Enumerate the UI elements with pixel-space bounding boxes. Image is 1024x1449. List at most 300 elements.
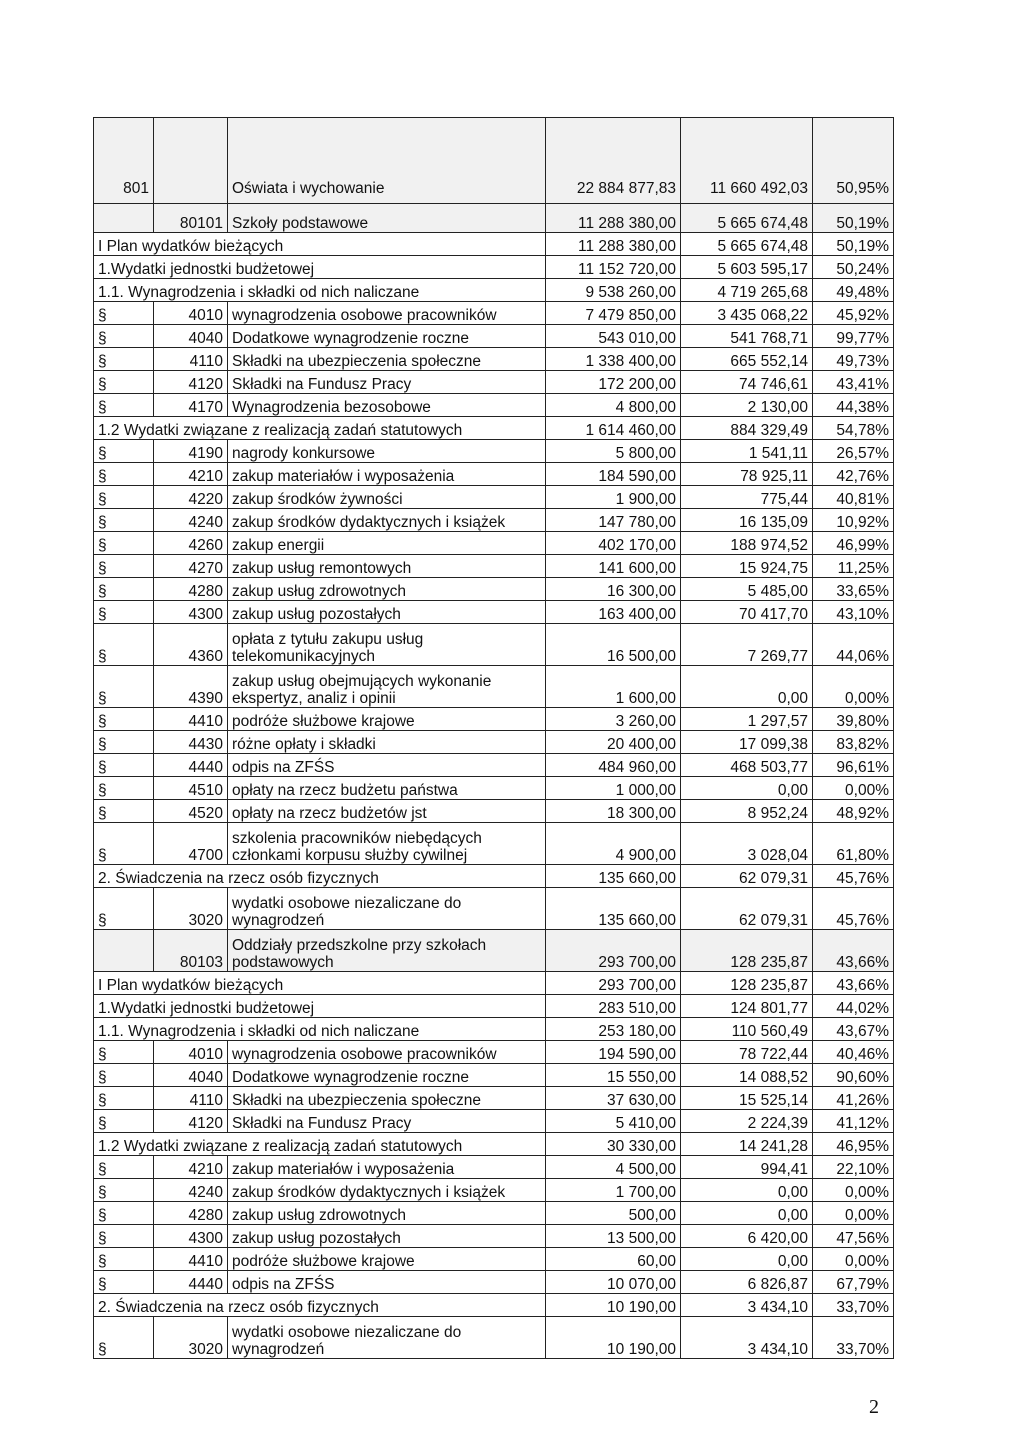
paragraph-symbol: § <box>94 1225 154 1248</box>
planned-amount: 402 170,00 <box>546 532 681 555</box>
classification-code: 4190 <box>154 440 228 463</box>
executed-amount: 775,44 <box>681 486 813 509</box>
table-row <box>94 800 894 823</box>
planned-amount: 500,00 <box>546 1202 681 1225</box>
table-row <box>94 463 894 486</box>
executed-amount: 2 130,00 <box>681 394 813 417</box>
table-row <box>94 394 894 417</box>
item-name: nagrody konkursowe <box>228 440 546 463</box>
planned-amount: 11 152 720,00 <box>546 256 681 279</box>
table-row <box>94 578 894 601</box>
table-row <box>94 972 894 995</box>
execution-percent: 43,66% <box>813 972 894 995</box>
item-name: Oddziały przedszkolne przy szkołach podstawowych <box>228 930 546 972</box>
classification-code: 4390 <box>154 666 228 708</box>
execution-percent: 61,80% <box>813 823 894 865</box>
executed-amount: 994,41 <box>681 1156 813 1179</box>
executed-amount: 884 329,49 <box>681 417 813 440</box>
executed-amount: 6 826,87 <box>681 1271 813 1294</box>
item-name: Dodatkowe wynagrodzenie roczne <box>228 325 546 348</box>
planned-amount: 60,00 <box>546 1248 681 1271</box>
execution-percent: 46,95% <box>813 1133 894 1156</box>
paragraph-symbol: § <box>94 1179 154 1202</box>
item-name: podróże służbowe krajowe <box>228 1248 546 1271</box>
classification-code: 4280 <box>154 1202 228 1225</box>
planned-amount: 1 000,00 <box>546 777 681 800</box>
item-name: zakup usług zdrowotnych <box>228 1202 546 1225</box>
classification-code: 4700 <box>154 823 228 865</box>
table-row <box>94 348 894 371</box>
executed-amount: 541 768,71 <box>681 325 813 348</box>
planned-amount: 4 800,00 <box>546 394 681 417</box>
executed-amount: 78 925,11 <box>681 463 813 486</box>
execution-percent: 83,82% <box>813 731 894 754</box>
executed-amount: 3 028,04 <box>681 823 813 865</box>
paragraph-symbol: § <box>94 302 154 325</box>
planned-amount: 543 010,00 <box>546 325 681 348</box>
classification-code: 4210 <box>154 1156 228 1179</box>
paragraph-symbol: § <box>94 754 154 777</box>
row-label: 1.2 Wydatki związane z realizacją zadań statutowych <box>94 417 546 440</box>
item-name: zakup usług pozostałych <box>228 1225 546 1248</box>
table-row <box>94 1133 894 1156</box>
planned-amount: 135 660,00 <box>546 888 681 930</box>
item-name: Dodatkowe wynagrodzenie roczne <box>228 1064 546 1087</box>
table-row <box>94 601 894 624</box>
execution-percent: 43,41% <box>813 371 894 394</box>
item-name: wydatki osobowe niezaliczane do wynagrodzeń <box>228 1317 546 1359</box>
planned-amount: 484 960,00 <box>546 754 681 777</box>
paragraph-symbol: § <box>94 888 154 930</box>
paragraph-symbol: § <box>94 1248 154 1271</box>
classification-code: 4520 <box>154 800 228 823</box>
planned-amount: 30 330,00 <box>546 1133 681 1156</box>
classification-code: 4410 <box>154 1248 228 1271</box>
row-label: 1.1. Wynagrodzenia i składki od nich naliczane <box>94 1018 546 1041</box>
executed-amount: 70 417,70 <box>681 601 813 624</box>
table-row <box>94 371 894 394</box>
item-name: Składki na ubezpieczenia społeczne <box>228 1087 546 1110</box>
executed-amount: 8 952,24 <box>681 800 813 823</box>
execution-percent: 43,67% <box>813 1018 894 1041</box>
executed-amount: 124 801,77 <box>681 995 813 1018</box>
classification-code: 4260 <box>154 532 228 555</box>
paragraph-symbol: § <box>94 823 154 865</box>
page-number: 2 <box>869 1396 879 1418</box>
item-name: zakup środków dydaktycznych i książek <box>228 1179 546 1202</box>
budget-table-body <box>94 118 894 1359</box>
paragraph-symbol: § <box>94 624 154 666</box>
execution-percent: 39,80% <box>813 708 894 731</box>
item-name: opłata z tytułu zakupu usług telekomunikacyjnych <box>228 624 546 666</box>
executed-amount: 5 603 595,17 <box>681 256 813 279</box>
execution-percent: 41,26% <box>813 1087 894 1110</box>
table-row <box>94 995 894 1018</box>
table-row <box>94 1294 894 1317</box>
planned-amount: 3 260,00 <box>546 708 681 731</box>
table-row <box>94 302 894 325</box>
planned-amount: 9 538 260,00 <box>546 279 681 302</box>
execution-percent: 45,76% <box>813 888 894 930</box>
planned-amount: 147 780,00 <box>546 509 681 532</box>
executed-amount: 5 665 674,48 <box>681 204 813 233</box>
paragraph-symbol: § <box>94 440 154 463</box>
row-label: I Plan wydatków bieżących <box>94 972 546 995</box>
planned-amount: 10 190,00 <box>546 1294 681 1317</box>
executed-amount: 188 974,52 <box>681 532 813 555</box>
table-row <box>94 1271 894 1294</box>
execution-percent: 46,99% <box>813 532 894 555</box>
classification-code: 4240 <box>154 1179 228 1202</box>
executed-amount: 468 503,77 <box>681 754 813 777</box>
item-name: zakup środków dydaktycznych i książek <box>228 509 546 532</box>
paragraph-symbol <box>94 204 154 233</box>
paragraph-symbol: § <box>94 777 154 800</box>
execution-percent: 43,10% <box>813 601 894 624</box>
paragraph-symbol: § <box>94 509 154 532</box>
paragraph-symbol: § <box>94 1064 154 1087</box>
executed-amount: 17 099,38 <box>681 731 813 754</box>
item-name: opłaty na rzecz budżetu państwa <box>228 777 546 800</box>
execution-percent: 43,66% <box>813 930 894 972</box>
executed-amount: 62 079,31 <box>681 865 813 888</box>
table-row <box>94 486 894 509</box>
planned-amount: 293 700,00 <box>546 930 681 972</box>
classification-code: 4510 <box>154 777 228 800</box>
table-row <box>94 509 894 532</box>
paragraph-symbol: § <box>94 371 154 394</box>
item-name: odpis na ZFŚS <box>228 1271 546 1294</box>
planned-amount: 16 300,00 <box>546 578 681 601</box>
item-name: różne opłaty i składki <box>228 731 546 754</box>
execution-percent: 41,12% <box>813 1110 894 1133</box>
classification-code: 4440 <box>154 1271 228 1294</box>
executed-amount: 0,00 <box>681 666 813 708</box>
classification-code: 4360 <box>154 624 228 666</box>
classification-code: 4280 <box>154 578 228 601</box>
table-row <box>94 666 894 708</box>
execution-percent: 33,70% <box>813 1317 894 1359</box>
planned-amount: 37 630,00 <box>546 1087 681 1110</box>
classification-code: 4300 <box>154 601 228 624</box>
planned-amount: 184 590,00 <box>546 463 681 486</box>
paragraph-symbol: § <box>94 348 154 371</box>
classification-code: 4170 <box>154 394 228 417</box>
classification-code: 4010 <box>154 1041 228 1064</box>
table-row <box>94 1064 894 1087</box>
classification-code: 4110 <box>154 1087 228 1110</box>
paragraph-symbol: § <box>94 800 154 823</box>
execution-percent: 45,76% <box>813 865 894 888</box>
executed-amount: 0,00 <box>681 777 813 800</box>
planned-amount: 194 590,00 <box>546 1041 681 1064</box>
execution-percent: 33,70% <box>813 1294 894 1317</box>
table-row <box>94 930 894 972</box>
item-name: wydatki osobowe niezaliczane do wynagrodzeń <box>228 888 546 930</box>
planned-amount: 15 550,00 <box>546 1064 681 1087</box>
executed-amount: 3 435 068,22 <box>681 302 813 325</box>
paragraph-symbol: § <box>94 325 154 348</box>
execution-percent: 49,73% <box>813 348 894 371</box>
classification-code: 4040 <box>154 325 228 348</box>
execution-percent: 40,46% <box>813 1041 894 1064</box>
row-label: 2. Świadczenia na rzecz osób fizycznych <box>94 1294 546 1317</box>
classification-code: 4270 <box>154 555 228 578</box>
row-label: 1.2 Wydatki związane z realizacją zadań statutowych <box>94 1133 546 1156</box>
executed-amount: 16 135,09 <box>681 509 813 532</box>
execution-percent: 96,61% <box>813 754 894 777</box>
paragraph-symbol: § <box>94 463 154 486</box>
execution-percent: 44,38% <box>813 394 894 417</box>
execution-percent: 67,79% <box>813 1271 894 1294</box>
planned-amount: 18 300,00 <box>546 800 681 823</box>
table-row <box>94 754 894 777</box>
executed-amount: 0,00 <box>681 1202 813 1225</box>
executed-amount: 5 485,00 <box>681 578 813 601</box>
item-name: Oświata i wychowanie <box>228 118 546 204</box>
execution-percent: 0,00% <box>813 1248 894 1271</box>
planned-amount: 4 500,00 <box>546 1156 681 1179</box>
planned-amount: 135 660,00 <box>546 865 681 888</box>
planned-amount: 5 410,00 <box>546 1110 681 1133</box>
executed-amount: 0,00 <box>681 1179 813 1202</box>
paragraph-symbol: § <box>94 708 154 731</box>
paragraph-symbol: § <box>94 1110 154 1133</box>
item-name: zakup energii <box>228 532 546 555</box>
table-row <box>94 865 894 888</box>
executed-amount: 15 924,75 <box>681 555 813 578</box>
execution-percent: 0,00% <box>813 1179 894 1202</box>
planned-amount: 4 900,00 <box>546 823 681 865</box>
executed-amount: 128 235,87 <box>681 972 813 995</box>
execution-percent: 50,19% <box>813 233 894 256</box>
planned-amount: 1 700,00 <box>546 1179 681 1202</box>
execution-percent: 45,92% <box>813 302 894 325</box>
item-name: Składki na ubezpieczenia społeczne <box>228 348 546 371</box>
classification-code: 4010 <box>154 302 228 325</box>
executed-amount: 3 434,10 <box>681 1294 813 1317</box>
classification-code: 4300 <box>154 1225 228 1248</box>
execution-percent: 11,25% <box>813 555 894 578</box>
paragraph-symbol: § <box>94 731 154 754</box>
table-row <box>94 731 894 754</box>
executed-amount: 2 224,39 <box>681 1110 813 1133</box>
planned-amount: 1 338 400,00 <box>546 348 681 371</box>
table-row <box>94 279 894 302</box>
execution-percent: 33,65% <box>813 578 894 601</box>
row-label: 1.Wydatki jednostki budżetowej <box>94 995 546 1018</box>
section-code: 801 <box>94 118 154 204</box>
row-label: 2. Świadczenia na rzecz osób fizycznych <box>94 865 546 888</box>
paragraph-symbol: § <box>94 555 154 578</box>
executed-amount: 110 560,49 <box>681 1018 813 1041</box>
paragraph-symbol: § <box>94 1271 154 1294</box>
planned-amount: 5 800,00 <box>546 440 681 463</box>
execution-percent: 90,60% <box>813 1064 894 1087</box>
planned-amount: 293 700,00 <box>546 972 681 995</box>
executed-amount: 665 552,14 <box>681 348 813 371</box>
execution-percent: 22,10% <box>813 1156 894 1179</box>
table-row <box>94 1202 894 1225</box>
executed-amount: 4 719 265,68 <box>681 279 813 302</box>
paragraph-symbol: § <box>94 666 154 708</box>
paragraph-symbol: § <box>94 1041 154 1064</box>
executed-amount: 1 297,57 <box>681 708 813 731</box>
planned-amount: 22 884 877,83 <box>546 118 681 204</box>
item-name: Składki na Fundusz Pracy <box>228 1110 546 1133</box>
planned-amount: 11 288 380,00 <box>546 204 681 233</box>
item-name: zakup materiałów i wyposażenia <box>228 463 546 486</box>
executed-amount: 14 241,28 <box>681 1133 813 1156</box>
budget-table <box>93 117 894 1359</box>
executed-amount: 0,00 <box>681 1248 813 1271</box>
planned-amount: 172 200,00 <box>546 371 681 394</box>
execution-percent: 50,24% <box>813 256 894 279</box>
row-label: 1.Wydatki jednostki budżetowej <box>94 256 546 279</box>
table-row <box>94 233 894 256</box>
execution-percent: 10,92% <box>813 509 894 532</box>
table-row <box>94 325 894 348</box>
execution-percent: 44,06% <box>813 624 894 666</box>
execution-percent: 48,92% <box>813 800 894 823</box>
paragraph-symbol: § <box>94 532 154 555</box>
table-row <box>94 708 894 731</box>
classification-code: 3020 <box>154 1317 228 1359</box>
classification-code: 4240 <box>154 509 228 532</box>
executed-amount: 62 079,31 <box>681 888 813 930</box>
table-row <box>94 888 894 930</box>
execution-percent: 44,02% <box>813 995 894 1018</box>
planned-amount: 141 600,00 <box>546 555 681 578</box>
planned-amount: 11 288 380,00 <box>546 233 681 256</box>
execution-percent: 0,00% <box>813 666 894 708</box>
table-row <box>94 1225 894 1248</box>
item-name: Szkoły podstawowe <box>228 204 546 233</box>
table-row <box>94 1248 894 1271</box>
execution-percent: 42,76% <box>813 463 894 486</box>
item-name: zakup usług remontowych <box>228 555 546 578</box>
execution-percent: 47,56% <box>813 1225 894 1248</box>
classification-code: 4440 <box>154 754 228 777</box>
planned-amount: 1 600,00 <box>546 666 681 708</box>
classification-code: 4110 <box>154 348 228 371</box>
paragraph-symbol: § <box>94 1087 154 1110</box>
classification-code: 4120 <box>154 371 228 394</box>
table-row <box>94 1317 894 1359</box>
planned-amount: 16 500,00 <box>546 624 681 666</box>
item-name: zakup usług zdrowotnych <box>228 578 546 601</box>
item-name: wynagrodzenia osobowe pracowników <box>228 302 546 325</box>
table-row <box>94 256 894 279</box>
executed-amount: 11 660 492,03 <box>681 118 813 204</box>
execution-percent: 0,00% <box>813 777 894 800</box>
paragraph-symbol: § <box>94 578 154 601</box>
planned-amount: 283 510,00 <box>546 995 681 1018</box>
item-name: zakup środków żywności <box>228 486 546 509</box>
item-name: zakup usług obejmujących wykonanie ekspertyz, analiz i opinii <box>228 666 546 708</box>
execution-percent: 50,19% <box>813 204 894 233</box>
item-name: zakup materiałów i wyposażenia <box>228 1156 546 1179</box>
paragraph-symbol: § <box>94 601 154 624</box>
classification-code: 4120 <box>154 1110 228 1133</box>
item-name: opłaty na rzecz budżetów jst <box>228 800 546 823</box>
paragraph-symbol: § <box>94 1317 154 1359</box>
row-label: 1.1. Wynagrodzenia i składki od nich naliczane <box>94 279 546 302</box>
paragraph-symbol <box>94 930 154 972</box>
execution-percent: 54,78% <box>813 417 894 440</box>
classification-code: 4040 <box>154 1064 228 1087</box>
executed-amount: 3 434,10 <box>681 1317 813 1359</box>
execution-percent: 49,48% <box>813 279 894 302</box>
paragraph-symbol: § <box>94 394 154 417</box>
planned-amount: 1 900,00 <box>546 486 681 509</box>
table-row <box>94 823 894 865</box>
table-row <box>94 624 894 666</box>
execution-percent: 99,77% <box>813 325 894 348</box>
planned-amount: 10 070,00 <box>546 1271 681 1294</box>
classification-code: 80103 <box>154 930 228 972</box>
planned-amount: 13 500,00 <box>546 1225 681 1248</box>
table-row <box>94 1156 894 1179</box>
table-row <box>94 555 894 578</box>
execution-percent: 40,81% <box>813 486 894 509</box>
item-name: podróże służbowe krajowe <box>228 708 546 731</box>
planned-amount: 7 479 850,00 <box>546 302 681 325</box>
table-row <box>94 417 894 440</box>
paragraph-symbol: § <box>94 486 154 509</box>
execution-percent: 50,95% <box>813 118 894 204</box>
executed-amount: 78 722,44 <box>681 1041 813 1064</box>
planned-amount: 1 614 460,00 <box>546 417 681 440</box>
executed-amount: 1 541,11 <box>681 440 813 463</box>
executed-amount: 74 746,61 <box>681 371 813 394</box>
executed-amount: 128 235,87 <box>681 930 813 972</box>
execution-percent: 0,00% <box>813 1202 894 1225</box>
executed-amount: 6 420,00 <box>681 1225 813 1248</box>
classification-code: 4220 <box>154 486 228 509</box>
classification-code: 80101 <box>154 204 228 233</box>
item-name: szkolenia pracowników niebędących członkami korpusu służby cywilnej <box>228 823 546 865</box>
execution-percent: 26,57% <box>813 440 894 463</box>
classification-code: 4210 <box>154 463 228 486</box>
item-name: wynagrodzenia osobowe pracowników <box>228 1041 546 1064</box>
executed-amount: 14 088,52 <box>681 1064 813 1087</box>
paragraph-symbol: § <box>94 1156 154 1179</box>
planned-amount: 163 400,00 <box>546 601 681 624</box>
item-name: Wynagrodzenia bezosobowe <box>228 394 546 417</box>
table-row <box>94 777 894 800</box>
table-row <box>94 1110 894 1133</box>
item-name: zakup usług pozostałych <box>228 601 546 624</box>
item-name: odpis na ZFŚS <box>228 754 546 777</box>
executed-amount: 5 665 674,48 <box>681 233 813 256</box>
table-row <box>94 1018 894 1041</box>
row-label: I Plan wydatków bieżących <box>94 233 546 256</box>
table-row <box>94 1041 894 1064</box>
executed-amount: 7 269,77 <box>681 624 813 666</box>
paragraph-symbol: § <box>94 1202 154 1225</box>
table-row <box>94 532 894 555</box>
planned-amount: 10 190,00 <box>546 1317 681 1359</box>
planned-amount: 20 400,00 <box>546 731 681 754</box>
classification-code: 3020 <box>154 888 228 930</box>
classification-code <box>154 118 228 204</box>
table-row <box>94 1087 894 1110</box>
executed-amount: 15 525,14 <box>681 1087 813 1110</box>
table-row <box>94 204 894 233</box>
table-row <box>94 1179 894 1202</box>
item-name: Składki na Fundusz Pracy <box>228 371 546 394</box>
